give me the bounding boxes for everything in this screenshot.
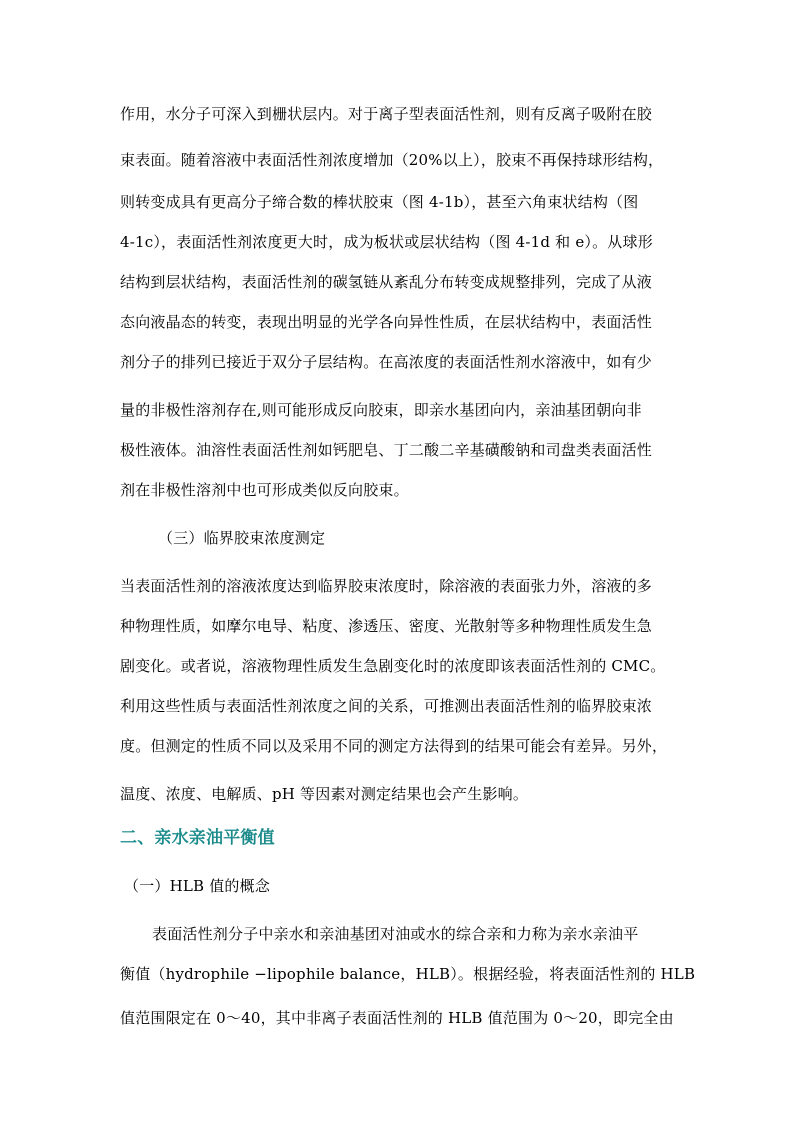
subheading-hlb-concept: （一）HLB 值的概念	[124, 877, 271, 895]
paragraph-line: 当表面活性剂的溶液浓度达到临界胶束浓度时，除溶液的表面张力外，溶液的多	[120, 577, 653, 595]
paragraph-line: 温度、浓度、电解质、pH 等因素对测定结果也会产生影响。	[120, 785, 529, 803]
paragraph-line: 量的非极性溶剂存在,则可能形成反向胶束，即亲水基团向内，亲油基团朝向非	[120, 401, 642, 419]
subheading-cmc-measurement: （三）临界胶束浓度测定	[158, 529, 326, 547]
paragraph-line: 值范围限定在 0～40，其中非离子表面活性剂的 HLB 值范围为 0～20，即完全由	[120, 1009, 674, 1027]
paragraph-line: 态向液晶态的转变，表现出明显的光学各向异性性质，在层状结构中，表面活性	[120, 313, 653, 331]
paragraph-line: 剂在非极性溶剂中也可形成类似反向胶束。	[120, 481, 409, 499]
paragraph-line: 束表面。随着溶液中表面活性剂浓度增加（20%以上），胶束不再保持球形结构，	[120, 151, 664, 169]
paragraph-line: 度。但测定的性质不同以及采用不同的测定方法得到的结果可能会有差异。另外，	[120, 737, 668, 755]
paragraph-line: 作用，水分子可深入到栅状层内。对于离子型表面活性剂，则有反离子吸附在胶	[120, 105, 653, 123]
paragraph-line: 种物理性质，如摩尔电导、粘度、渗透压、密度、光散射等多种物理性质发生急	[120, 617, 653, 635]
paragraph-line: 剂分子的排列已接近于双分子层结构。在高浓度的表面活性剂水溶液中，如有少	[120, 353, 653, 371]
paragraph-line: 则转变成具有更高分子缔合数的棒状胶束（图 4-1b），甚至六角束状结构（图	[120, 193, 639, 211]
paragraph-line: 利用这些性质与表面活性剂浓度之间的关系，可推测出表面活性剂的临界胶束浓	[120, 697, 653, 715]
paragraph-line: 剧变化。或者说，溶液物理性质发生急剧变化时的浓度即该表面活性剂的 CMC。	[120, 657, 666, 675]
paragraph-line: 衡值（hydrophile −lipophile balance，HLB）。根据经验，将表面活性剂的 HLB	[120, 965, 696, 983]
paragraph-line: 极性液体。油溶性表面活性剂如钙肥皂、丁二酸二辛基磺酸钠和司盘类表面活性	[120, 441, 653, 459]
paragraph-line: 4-1c），表面活性剂浓度更大时，成为板状或层状结构（图 4-1d 和 e）。从球形	[120, 233, 653, 251]
paragraph-line: 结构到层状结构，表面活性剂的碳氢链从紊乱分布转变成规整排列，完成了从液	[120, 273, 653, 291]
section-heading-hlb: 二、亲水亲油平衡值	[120, 828, 275, 848]
paragraph-line: 表面活性剂分子中亲水和亲油基团对油或水的综合亲和力称为亲水亲油平	[152, 925, 639, 943]
